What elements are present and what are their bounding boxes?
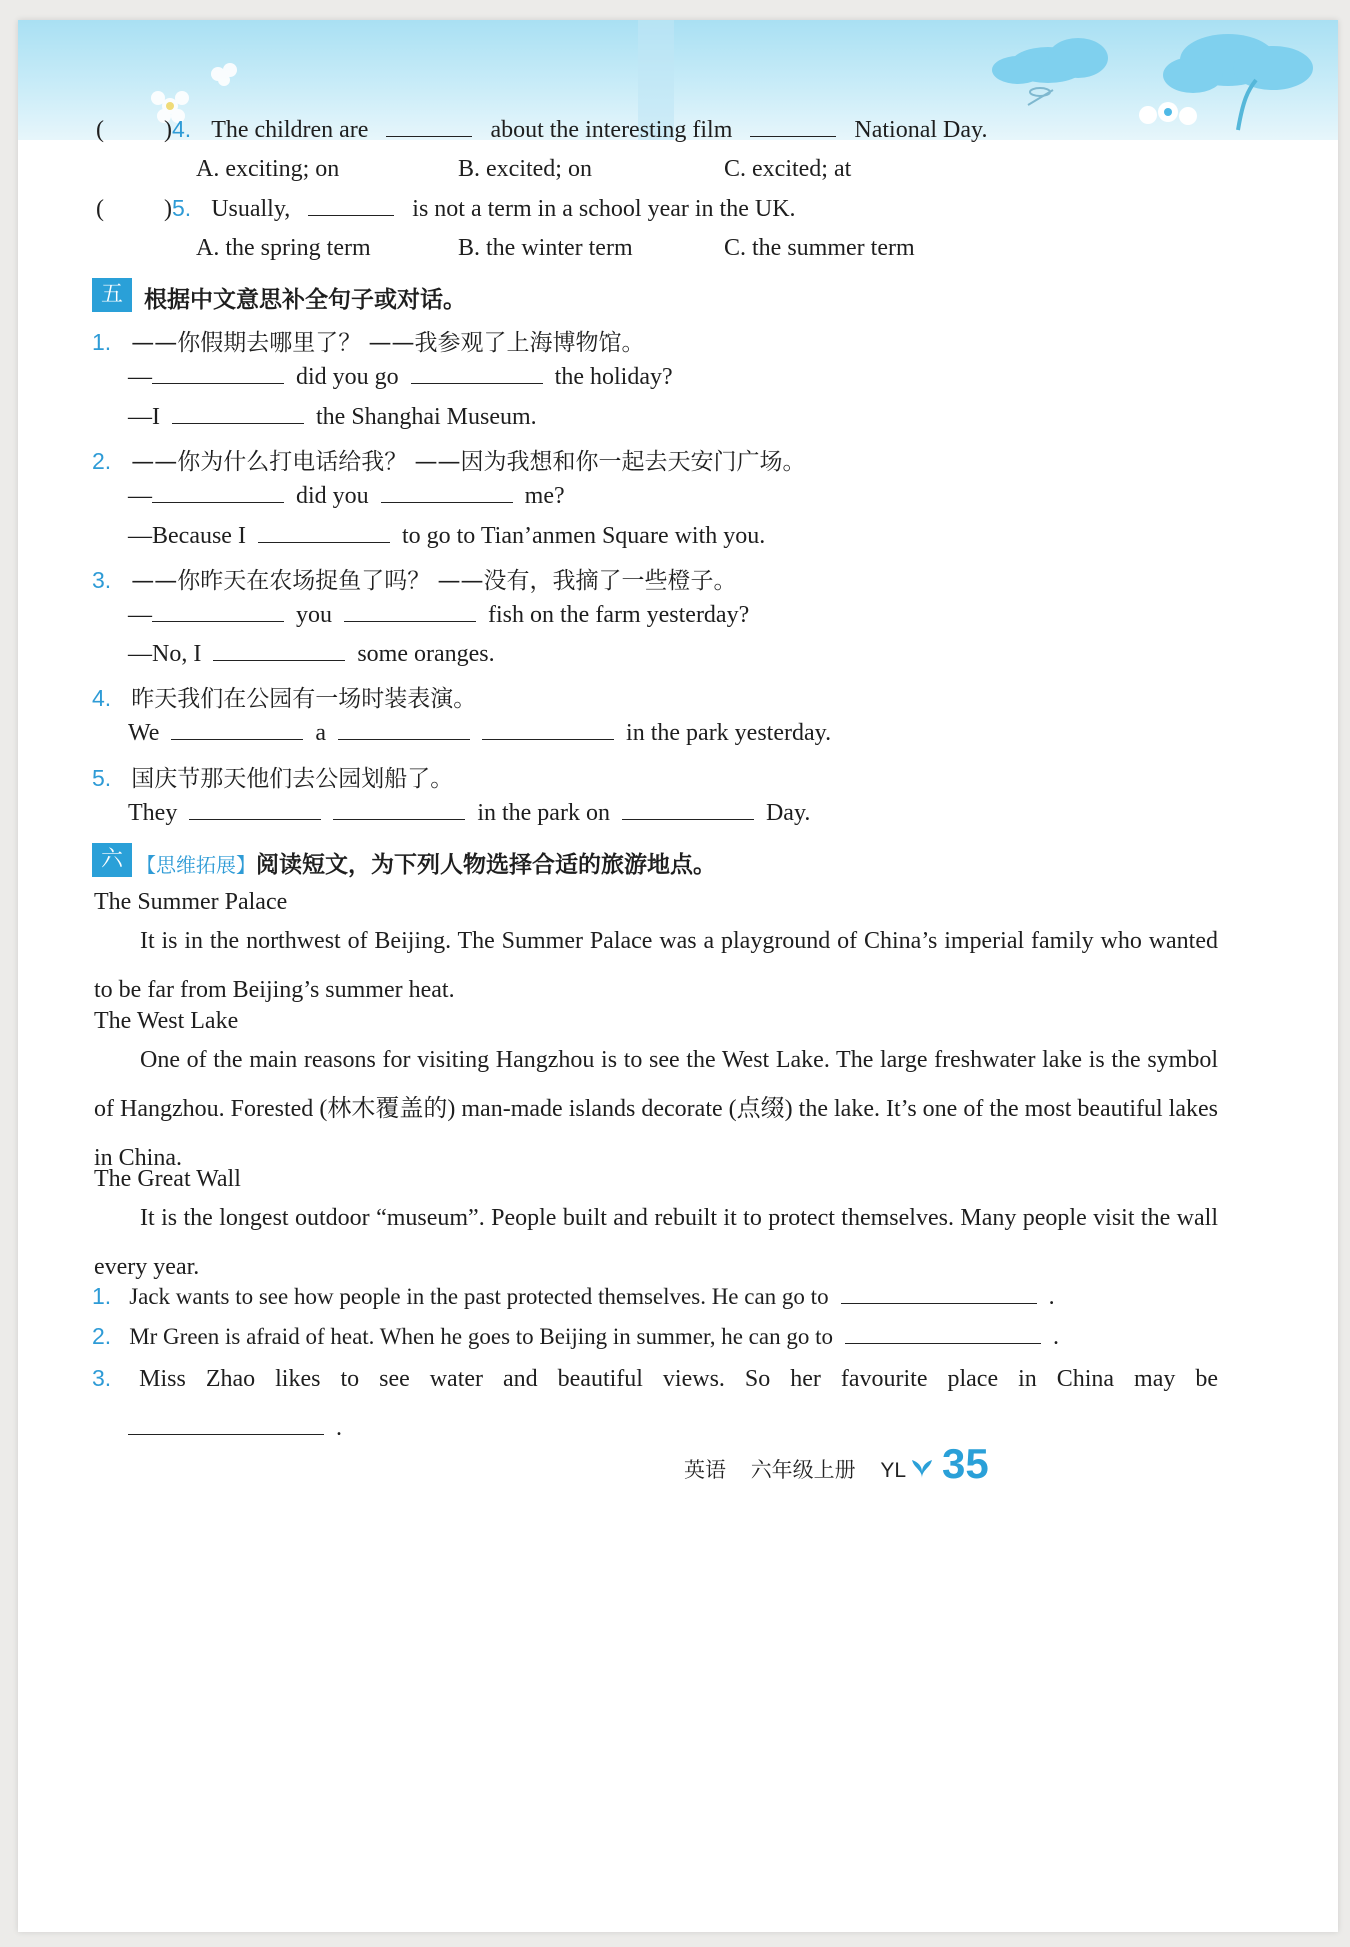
option-a: A. exciting; on — [196, 156, 340, 182]
dialogue-text: the Shanghai Museum. — [316, 404, 537, 430]
answer-blank[interactable] — [171, 738, 303, 740]
dialogue-text: the holiday? — [554, 364, 673, 390]
passage-text: One of the main reasons for visiting Hangzhou is to see the West Lake. The large freshwater lake is the symbol of Hangzhou. Forested (林木覆盖的) man-made islands decorate (点缀) the lake. It’s one of the most beautiful lakes in China. — [94, 1047, 1218, 1171]
answer-blank[interactable] — [152, 501, 284, 503]
question-end: . — [1048, 1284, 1055, 1310]
mc-item-5 — [96, 195, 796, 223]
answer-blank[interactable] — [411, 382, 543, 384]
question-text: is not a term in a school year in the UK. — [412, 196, 796, 222]
answer-blank[interactable] — [189, 818, 321, 820]
plant-stem-icon — [1238, 80, 1256, 130]
answer-blank[interactable] — [172, 422, 304, 424]
answer-blank[interactable] — [482, 738, 614, 740]
option-c: C. the summer term — [724, 235, 915, 261]
question-number: 4. — [172, 116, 192, 142]
answer-blank[interactable] — [152, 620, 284, 622]
question-end: . — [336, 1415, 342, 1441]
dialogue-text: fish on the farm yesterday? — [488, 602, 750, 628]
dialogue-text: Day. — [765, 800, 811, 826]
question-number: 3. — [92, 567, 112, 593]
s5-item-1-line-2 — [128, 404, 537, 431]
answer-blank[interactable] — [338, 738, 470, 740]
question-text: about the interesting film — [490, 117, 733, 143]
passage-text: It is in the northwest of Beijing. The Summer Palace was a playground of China’s imperial family who wanted to be far from Beijing’s summer heat. — [94, 928, 1218, 1003]
passage-heading: The West Lake — [94, 1008, 239, 1034]
dragonfly-icon — [1028, 88, 1053, 105]
s5-item-2-line-2 — [128, 523, 765, 550]
dialogue-text: did you go — [296, 364, 399, 390]
answer-blank[interactable] — [333, 818, 465, 820]
blossom-icon — [1139, 102, 1197, 125]
question-number: 2. — [92, 1323, 112, 1349]
section-instruction: 阅读短文，为下列人物选择合适的旅游地点。 — [256, 852, 716, 878]
section-6-title — [136, 846, 716, 879]
answer-blank[interactable] — [845, 1342, 1041, 1344]
passage-heading: The Great Wall — [94, 1166, 241, 1192]
reading-question-2 — [92, 1323, 1059, 1351]
dialogue-text: you — [296, 602, 332, 628]
footer-grade: 六年级上册 — [750, 1458, 856, 1482]
option-c: C. excited; at — [724, 156, 852, 182]
dialogue-text: — — [128, 602, 152, 628]
question-text: The children are — [211, 117, 369, 143]
answer-blank[interactable] — [622, 818, 754, 820]
answer-blank[interactable] — [381, 501, 513, 503]
answer-blank[interactable] — [308, 214, 394, 216]
answer-blank[interactable] — [841, 1302, 1037, 1304]
passage-heading: The Summer Palace — [94, 889, 288, 915]
question-number: 5. — [92, 765, 112, 791]
flower-icon — [151, 63, 237, 123]
footer-edition: YL — [880, 1459, 907, 1482]
dialogue-text: to go to Tian’anmen Square with you. — [401, 523, 766, 549]
s5-item-5-line-1 — [128, 800, 810, 827]
page-number: 35 — [942, 1440, 989, 1487]
s5-item-4-line-1 — [128, 720, 831, 747]
answer-blank[interactable] — [258, 541, 390, 543]
dialogue-text: —Because I — [128, 523, 246, 549]
dialogue-text: We — [128, 720, 160, 746]
s5-item-2-prompt — [92, 443, 806, 476]
answer-blank[interactable] — [750, 135, 836, 137]
s5-item-5-prompt — [92, 760, 453, 793]
dialogue-text: —No, I — [128, 641, 202, 667]
question-text: Mr Green is afraid of heat. When he goes to Beijing in summer, he can go to — [129, 1324, 833, 1349]
chinese-prompt: ——你假期去哪里了？ ——我参观了上海博物馆。 — [131, 330, 645, 356]
dialogue-text: — — [128, 364, 152, 390]
dialogue-text: in the park on — [477, 800, 610, 826]
chinese-prompt: ——你昨天在农场捉鱼了吗？ ——没有，我摘了一些橙子。 — [131, 568, 737, 594]
dialogue-text: —I — [128, 404, 160, 430]
answer-paren-close: ) — [164, 196, 172, 222]
answer-blank[interactable] — [152, 382, 284, 384]
section-5-title: 根据中文意思补全句子或对话。 — [144, 287, 466, 313]
dialogue-text: a — [315, 720, 327, 746]
footer-subject: 英语 — [684, 1458, 726, 1482]
dialogue-text: did you — [296, 483, 369, 509]
section-tag: 【思维拓展】 — [136, 853, 256, 877]
chinese-prompt: 昨天我们在公园有一场时装表演。 — [131, 686, 477, 712]
dialogue-text: me? — [524, 483, 565, 509]
option-b: B. the winter term — [458, 235, 633, 261]
question-number: 2. — [92, 448, 112, 474]
reading-question-3 — [92, 1354, 1218, 1453]
dialogue-text: They — [128, 800, 178, 826]
cloud-icon — [992, 34, 1313, 93]
answer-blank[interactable] — [386, 135, 472, 137]
answer-blank[interactable] — [128, 1433, 324, 1435]
passage-text: It is the longest outdoor “museum”. People built and rebuilt it to protect themselves. Many people visit the wall every year. — [94, 1205, 1218, 1280]
chinese-prompt: 国庆节那天他们去公园划船了。 — [131, 766, 454, 792]
option-b: B. excited; on — [458, 156, 592, 182]
s5-item-1-prompt — [92, 324, 645, 357]
question-text: Miss Zhao likes to see water and beautiful views. So her favourite place in China may be — [139, 1366, 1219, 1392]
s5-item-3-line-1 — [128, 602, 749, 629]
s5-item-4-prompt — [92, 680, 476, 713]
mc-item-4 — [96, 116, 987, 144]
question-number: 4. — [92, 685, 112, 711]
leaf-icon — [910, 1458, 934, 1480]
answer-paren-close: ) — [164, 117, 172, 143]
question-text: National Day. — [854, 117, 988, 143]
section-5-badge: 五 — [92, 278, 132, 312]
question-number: 1. — [92, 329, 112, 355]
question-text: Usually, — [211, 196, 291, 222]
question-number: 5. — [172, 195, 192, 221]
dialogue-text: in the park yesterday. — [626, 720, 832, 746]
chinese-prompt: ——你为什么打电话给我？ ——因为我想和你一起去天安门广场。 — [131, 449, 806, 475]
question-text: Jack wants to see how people in the past protected themselves. He can go to — [129, 1284, 829, 1309]
question-number: 1. — [92, 1283, 112, 1309]
question-end: . — [1052, 1324, 1059, 1350]
section-6-badge: 六 — [92, 843, 132, 877]
dialogue-text: — — [128, 483, 152, 509]
dialogue-text: some oranges. — [357, 641, 495, 667]
option-a: A. the spring term — [196, 235, 371, 261]
s5-item-3-line-2 — [128, 641, 495, 668]
s5-item-3-prompt — [92, 562, 737, 595]
answer-paren-open: ( — [96, 196, 104, 222]
answer-blank[interactable] — [213, 659, 345, 661]
answer-blank[interactable] — [344, 620, 476, 622]
s5-item-2-line-1 — [128, 483, 565, 510]
answer-paren-open: ( — [96, 117, 104, 143]
reading-question-1 — [92, 1283, 1055, 1311]
footer-info — [684, 1454, 906, 1484]
s5-item-1-line-1 — [128, 364, 673, 391]
question-number: 3. — [92, 1365, 112, 1391]
workbook-page — [18, 20, 1338, 1932]
